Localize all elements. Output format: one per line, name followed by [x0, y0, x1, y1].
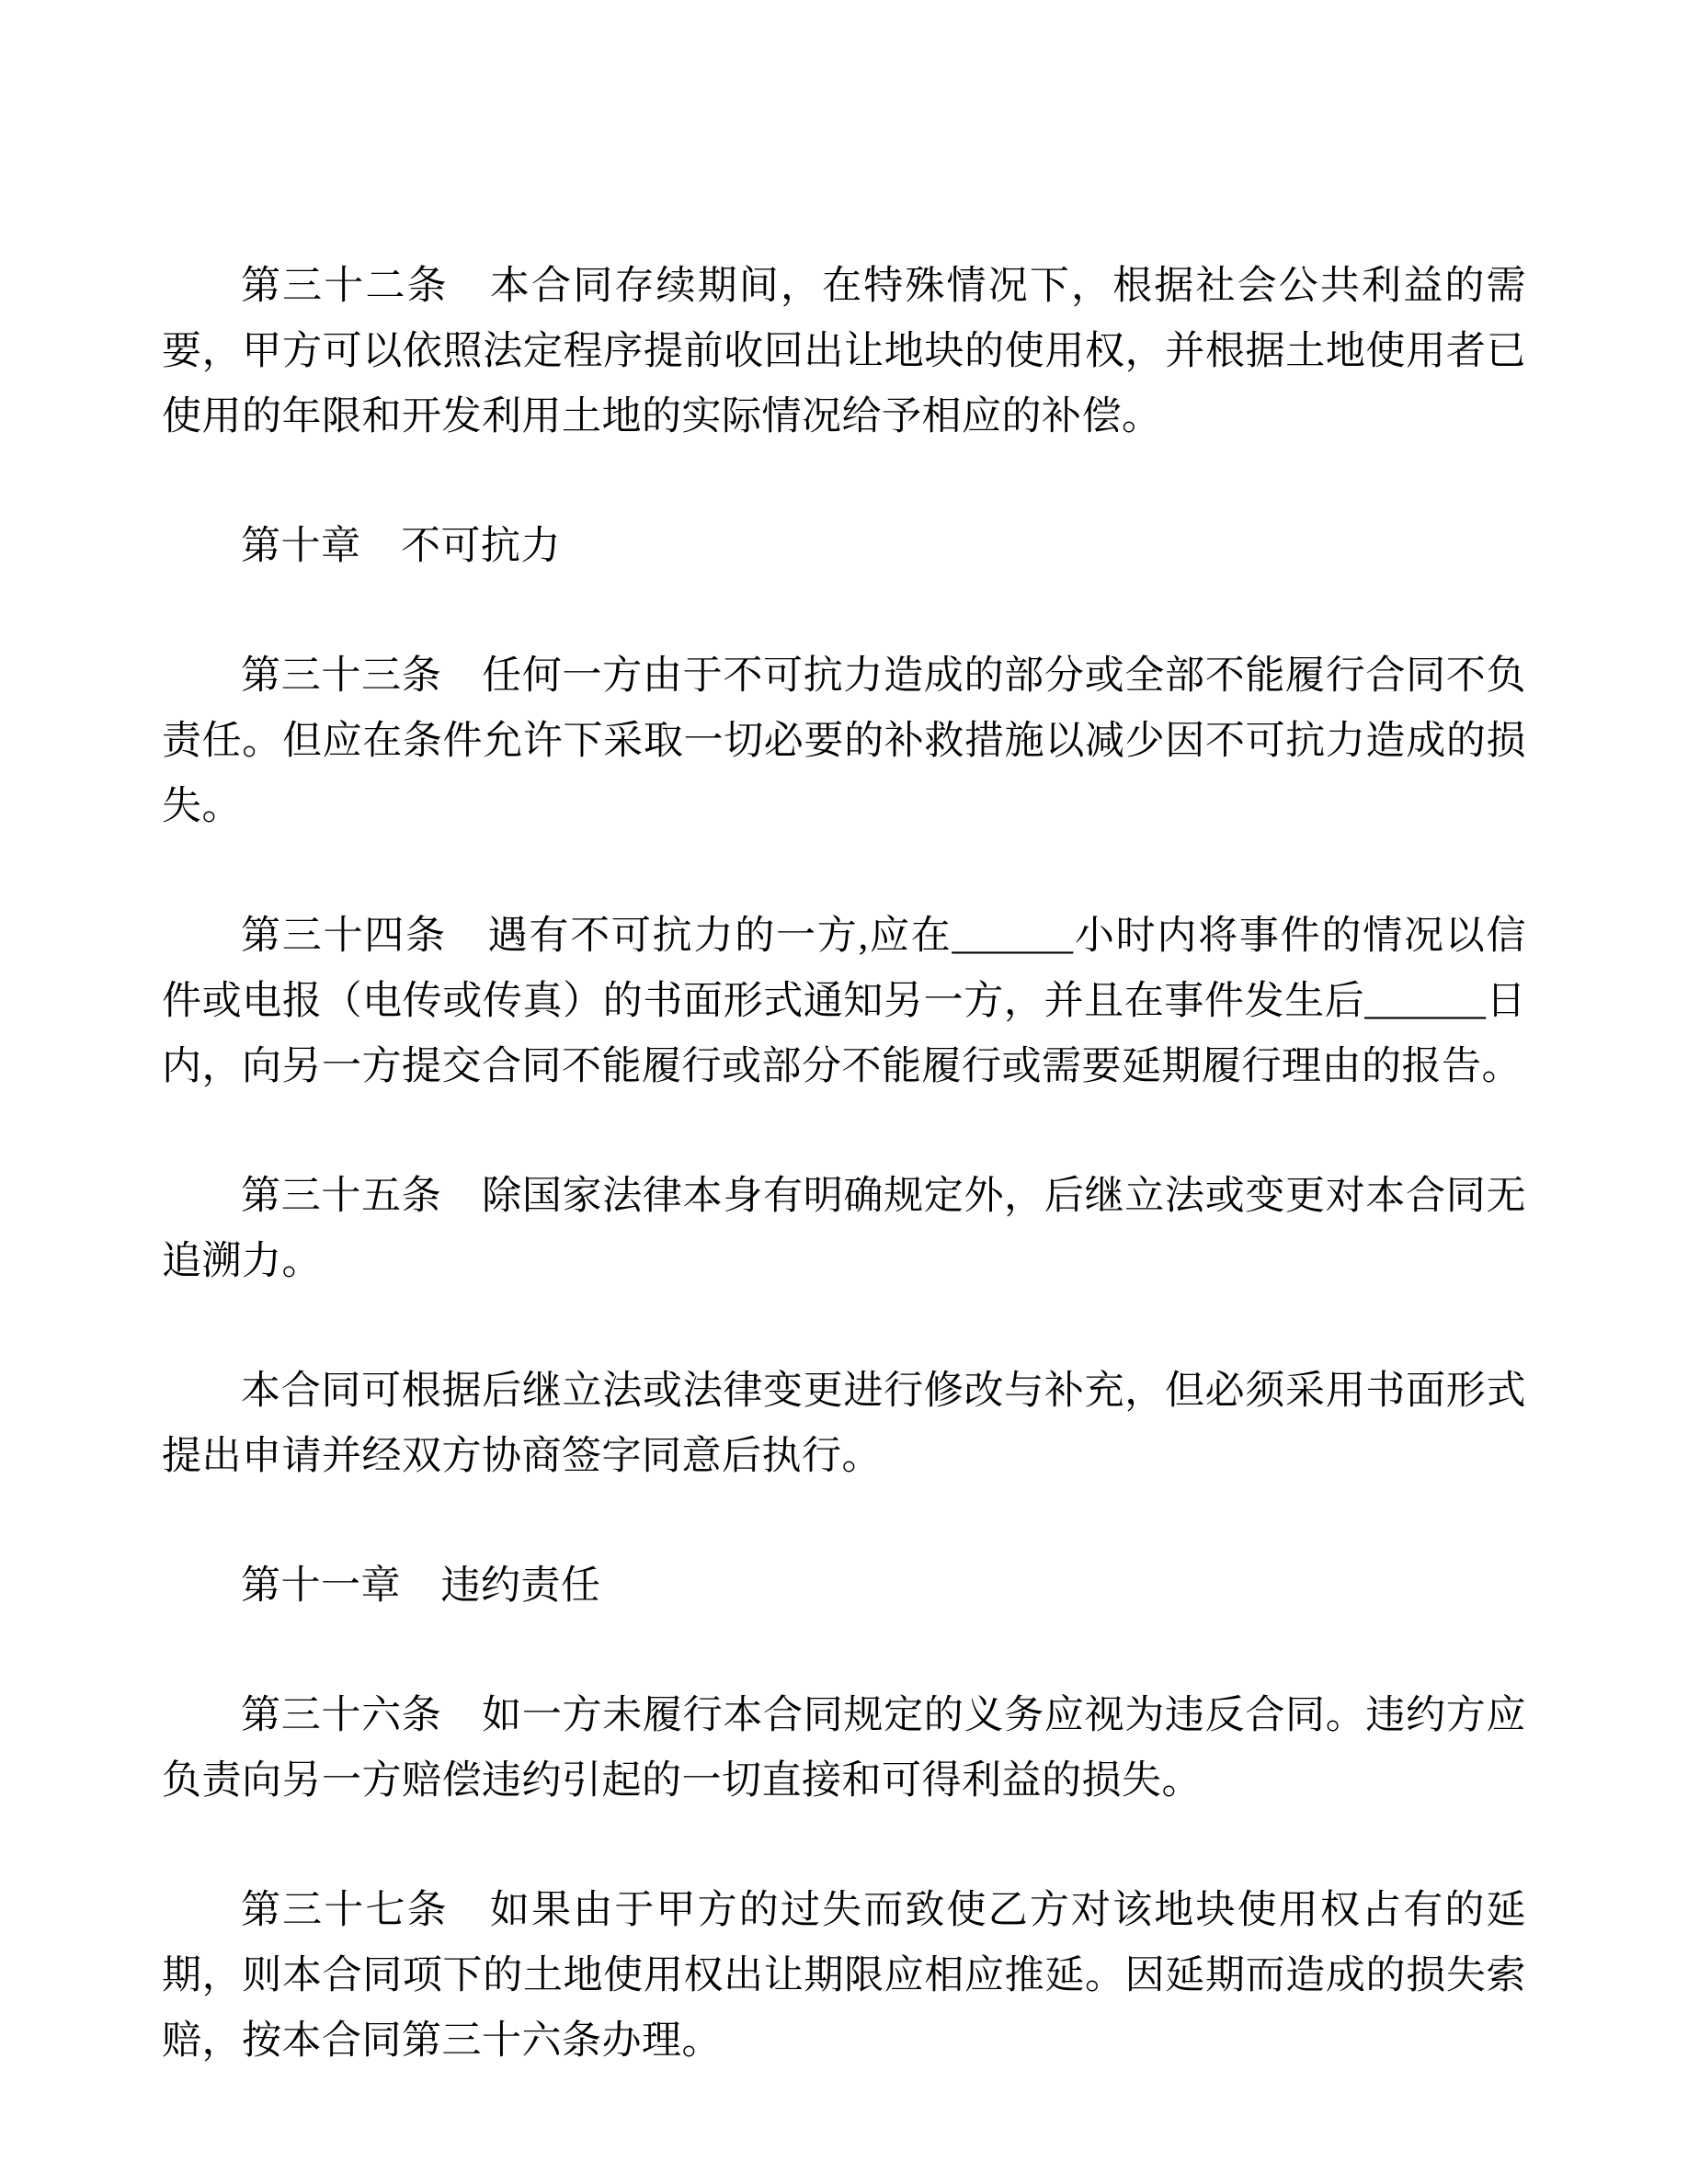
article-35-paragraph: 第三十五条 除国家法律本身有明确规定外，后继立法或变更对本合同无追溯力。: [162, 1175, 1526, 1283]
article-37-paragraph: 第三十七条 如果由于甲方的过失而致使乙方对该地块使用权占有的延期，则本合同项下的土地使用权出让期限应相应推延。因延期而造成的损失索赔，按本合同第三十六条办理。: [162, 1889, 1526, 2063]
article-36-paragraph: 第三十六条 如一方未履行本合同规定的义务应视为违反合同。违约方应负责向另一方赔偿违约引起的一切直接和可得利益的损失。: [162, 1694, 1526, 1803]
article-32-paragraph: 第三十二条 本合同存续期间，在特殊情况下，根据社会公共利益的需要，甲方可以依照法定程序提前收回出让地块的使用权，并根据土地使用者已使用的年限和开发利用土地的实际情况给予相应的补偿。: [162, 265, 1526, 438]
chapter-10-heading: 第十章 不可抗力: [241, 525, 561, 568]
article-34-paragraph: 第三十四条 遇有不可抗力的一方,应在______小时内将事件的情况以信件或电报（电传或传真）的书面形式通知另一方，并且在事件发生后______日内，向另一方提交合同不能履行或部分不能履行或需要延期履行理由的报告。: [162, 915, 1526, 1088]
article-33-paragraph: 第三十三条 任何一方由于不可抗力造成的部分或全部不能履行合同不负责任。但应在条件允许下采取一切必要的补救措施以减少因不可抗力造成的损失。: [162, 654, 1526, 828]
amendment-paragraph: 本合同可根据后继立法或法律变更进行修改与补充，但必须采用书面形式提出申请并经双方协商签字同意后执行。: [162, 1370, 1526, 1478]
chapter-11-heading: 第十一章 违约责任: [241, 1564, 601, 1608]
